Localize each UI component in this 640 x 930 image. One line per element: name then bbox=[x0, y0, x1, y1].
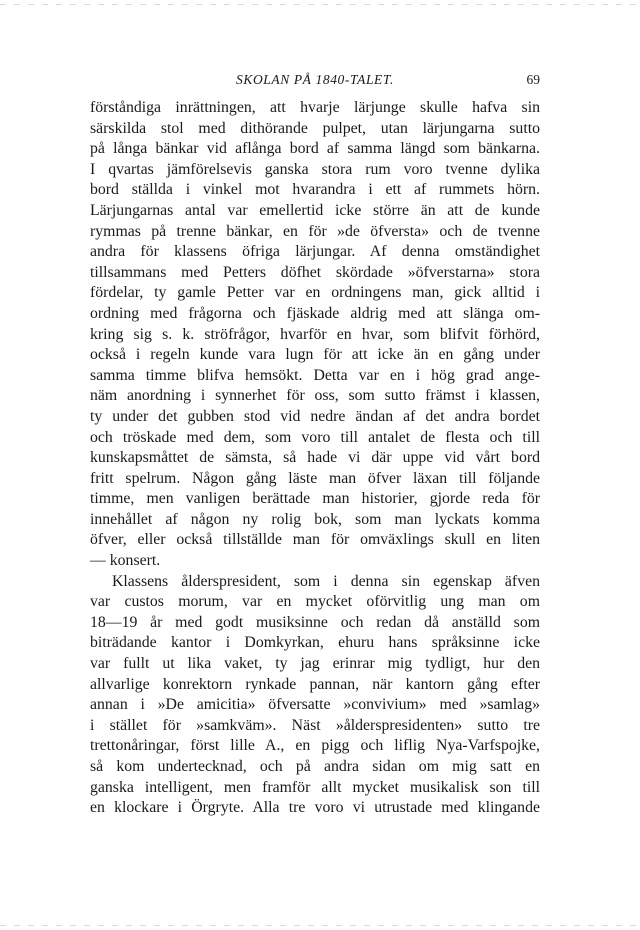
text-line-paragraph-end: — konsert. bbox=[90, 552, 161, 570]
text-line: i stället för »samkväm». Näst »ålderspresidenten» sutto tre bbox=[90, 716, 540, 734]
text-line: bord ställda i vinkel mot hvarandra i ett af rummets hörn. bbox=[90, 181, 540, 199]
text-line: öfver, eller också tillställde man för omväxlings skull en liten bbox=[90, 531, 540, 549]
text-line: I qvartas jämförelsevis ganska stora rum voro tvenne dylika bbox=[90, 160, 540, 178]
text-line: näm anordning i synnerhet för oss, som sutto främst i klassen, bbox=[90, 387, 540, 405]
text-line: Lärjungarnas antal var emellertid icke större än att de kunde bbox=[90, 201, 540, 219]
text-line: fördelar, ty gamle Petter var en ordningens man, gick alltid i bbox=[90, 284, 540, 302]
text-line: andra för klassens öfriga lärjungar. Af denna omständighet bbox=[90, 243, 540, 261]
text-line: samma timme blifva hemsökt. Detta var en i hög grad ange- bbox=[90, 366, 540, 384]
text-line: kring sig s. k. ströfrågor, hvarför en hvar, som blifvit förhörd, bbox=[90, 325, 540, 343]
text-line: biträdande kantor i Domkyrkan, ehuru hans språksinne icke bbox=[90, 634, 540, 652]
text-line: allvarlige konrektorn rynkade pannan, när kantorn gång efter bbox=[90, 675, 540, 693]
text-line: var custos morum, var en mycket oförvitlig ung man om bbox=[90, 593, 540, 611]
text-line-paragraph-start: Klassens ålderspresident, som i denna sin egenskap äfven bbox=[112, 572, 540, 590]
text-line: en klockare i Örgryte. Alla tre voro vi utrustade med klingande bbox=[90, 799, 540, 817]
text-line: fritt spelrum. Någon gång läste man öfver läxan till följande bbox=[90, 469, 540, 487]
scan-edge-top bbox=[0, 4, 640, 5]
text-line: var fullt ut lika vaket, ty jag erinrar mig tydligt, hur den bbox=[90, 655, 540, 673]
text-line: och tröskade med dem, som voro till antalet de flesta och till bbox=[90, 428, 540, 446]
text-line: förståndiga inrättningen, att hvarje lärjunge skulle hafva sin bbox=[90, 99, 540, 116]
text-line: rymmas på trenne bänkar, en för »de öfversta» och de tvenne bbox=[90, 222, 540, 240]
running-title: SKOLAN PÅ 1840-TALET. bbox=[236, 72, 394, 87]
text-line: trettonåringar, först lille A., en pigg och liflig Nya-Varfspojke, bbox=[90, 737, 540, 755]
text-line: ty under det gubben stod vid nedre ändan af det andra bordet bbox=[90, 407, 540, 425]
page-number: 69 bbox=[526, 72, 540, 87]
text-line: ganska intelligent, men framför allt mycket musikalisk son till bbox=[90, 778, 540, 796]
text-line: tillsammans med Petters döfhet skördade »öfverstarna» stora bbox=[90, 263, 540, 281]
text-line: ordning med frågorna och fjäskade aldrig med att slänga om- bbox=[90, 304, 540, 322]
text-line: också i regeln kunde vara lugn för att icke än en gång under bbox=[90, 346, 540, 364]
body-text bbox=[90, 98, 540, 819]
scan-edge-bottom bbox=[0, 925, 640, 926]
running-head bbox=[90, 72, 540, 94]
text-line: innehållet af någon ny rolig bok, som man lyckats komma bbox=[90, 510, 540, 528]
text-line: så kom undertecknad, och på andra sidan om mig satt en bbox=[90, 758, 540, 775]
text-line: kunskapsmåttet de sämsta, så hade vi där uppe vid vårt bord bbox=[90, 449, 540, 467]
text-line: på långa bänkar vid aflånga bord af samma längd som bänkarna. bbox=[90, 140, 540, 158]
text-line: särskilda stol med dithörande pulpet, utan lärjungarna sutto bbox=[90, 119, 540, 137]
text-line: annan i »De amicitia» öfversatte »convivium» med »samlag» bbox=[90, 696, 540, 714]
text-line: timme, men vanligen berättade man historier, gjorde reda för bbox=[90, 490, 540, 508]
text-line: 18—19 år med godt musiksinne och redan då anställd som bbox=[90, 613, 540, 631]
